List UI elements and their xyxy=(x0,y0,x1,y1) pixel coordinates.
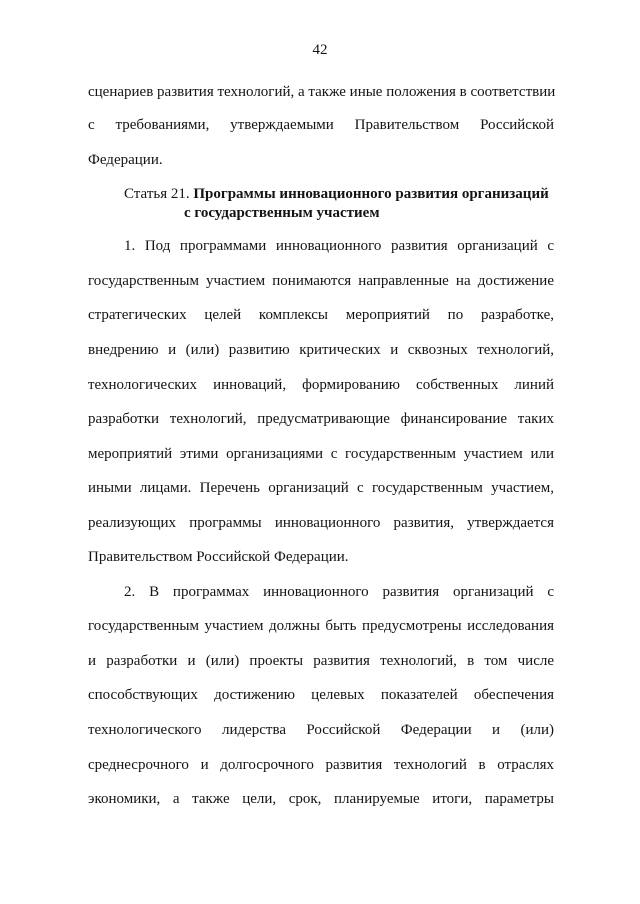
text-line: способствующих достижению целевых показателей обеспечения xyxy=(88,687,554,703)
text-line: технологических инноваций, формированию собственных линий xyxy=(88,377,554,393)
text-line: и разработки и (или) проекты развития технологий, в том числе xyxy=(88,653,554,669)
text-line: 2. В программах инновационного развития организаций с xyxy=(124,584,554,600)
text-line: разработки технологий, предусматривающие финансирование таких xyxy=(88,411,554,427)
text-line: с требованиями, утверждаемыми Правительством Российской xyxy=(88,117,554,133)
text-line: технологического лидерства Российской Федерации и (или) xyxy=(88,722,554,738)
text-line: государственным участием должны быть предусмотрены исследования xyxy=(88,618,554,634)
article-number: Статья 21. xyxy=(124,186,190,202)
text-line: 1. Под программами инновационного развития организаций с xyxy=(124,238,554,254)
article-title-line1: Программы инновационного развития организаций xyxy=(193,186,549,202)
article-title-line2: с государственным участием xyxy=(184,205,380,221)
text-line: Федерации. xyxy=(88,152,163,168)
text-line: стратегических целей комплексы мероприятий по разработке, xyxy=(88,307,554,323)
text-line: экономики, а также цели, срок, планируемые итоги, параметры xyxy=(88,791,554,807)
text-line: сценариев развития технологий, а также иные положения в соответствии xyxy=(88,84,556,100)
text-line: среднесрочного и долгосрочного развития технологий в отраслях xyxy=(88,757,554,773)
text-line: мероприятий этими организациями с государственным участием или xyxy=(88,446,554,462)
text-line: Правительством Российской Федерации. xyxy=(88,549,349,565)
text-line: внедрению и (или) развитию критических и сквозных технологий, xyxy=(88,342,554,358)
text-line: иными лицами. Перечень организаций с государственным участием, xyxy=(88,480,554,496)
page-number: 42 xyxy=(312,42,328,58)
text-line: государственным участием понимаются направленные на достижение xyxy=(88,273,554,289)
text-line: реализующих программы инновационного развития, утверждается xyxy=(88,515,554,531)
